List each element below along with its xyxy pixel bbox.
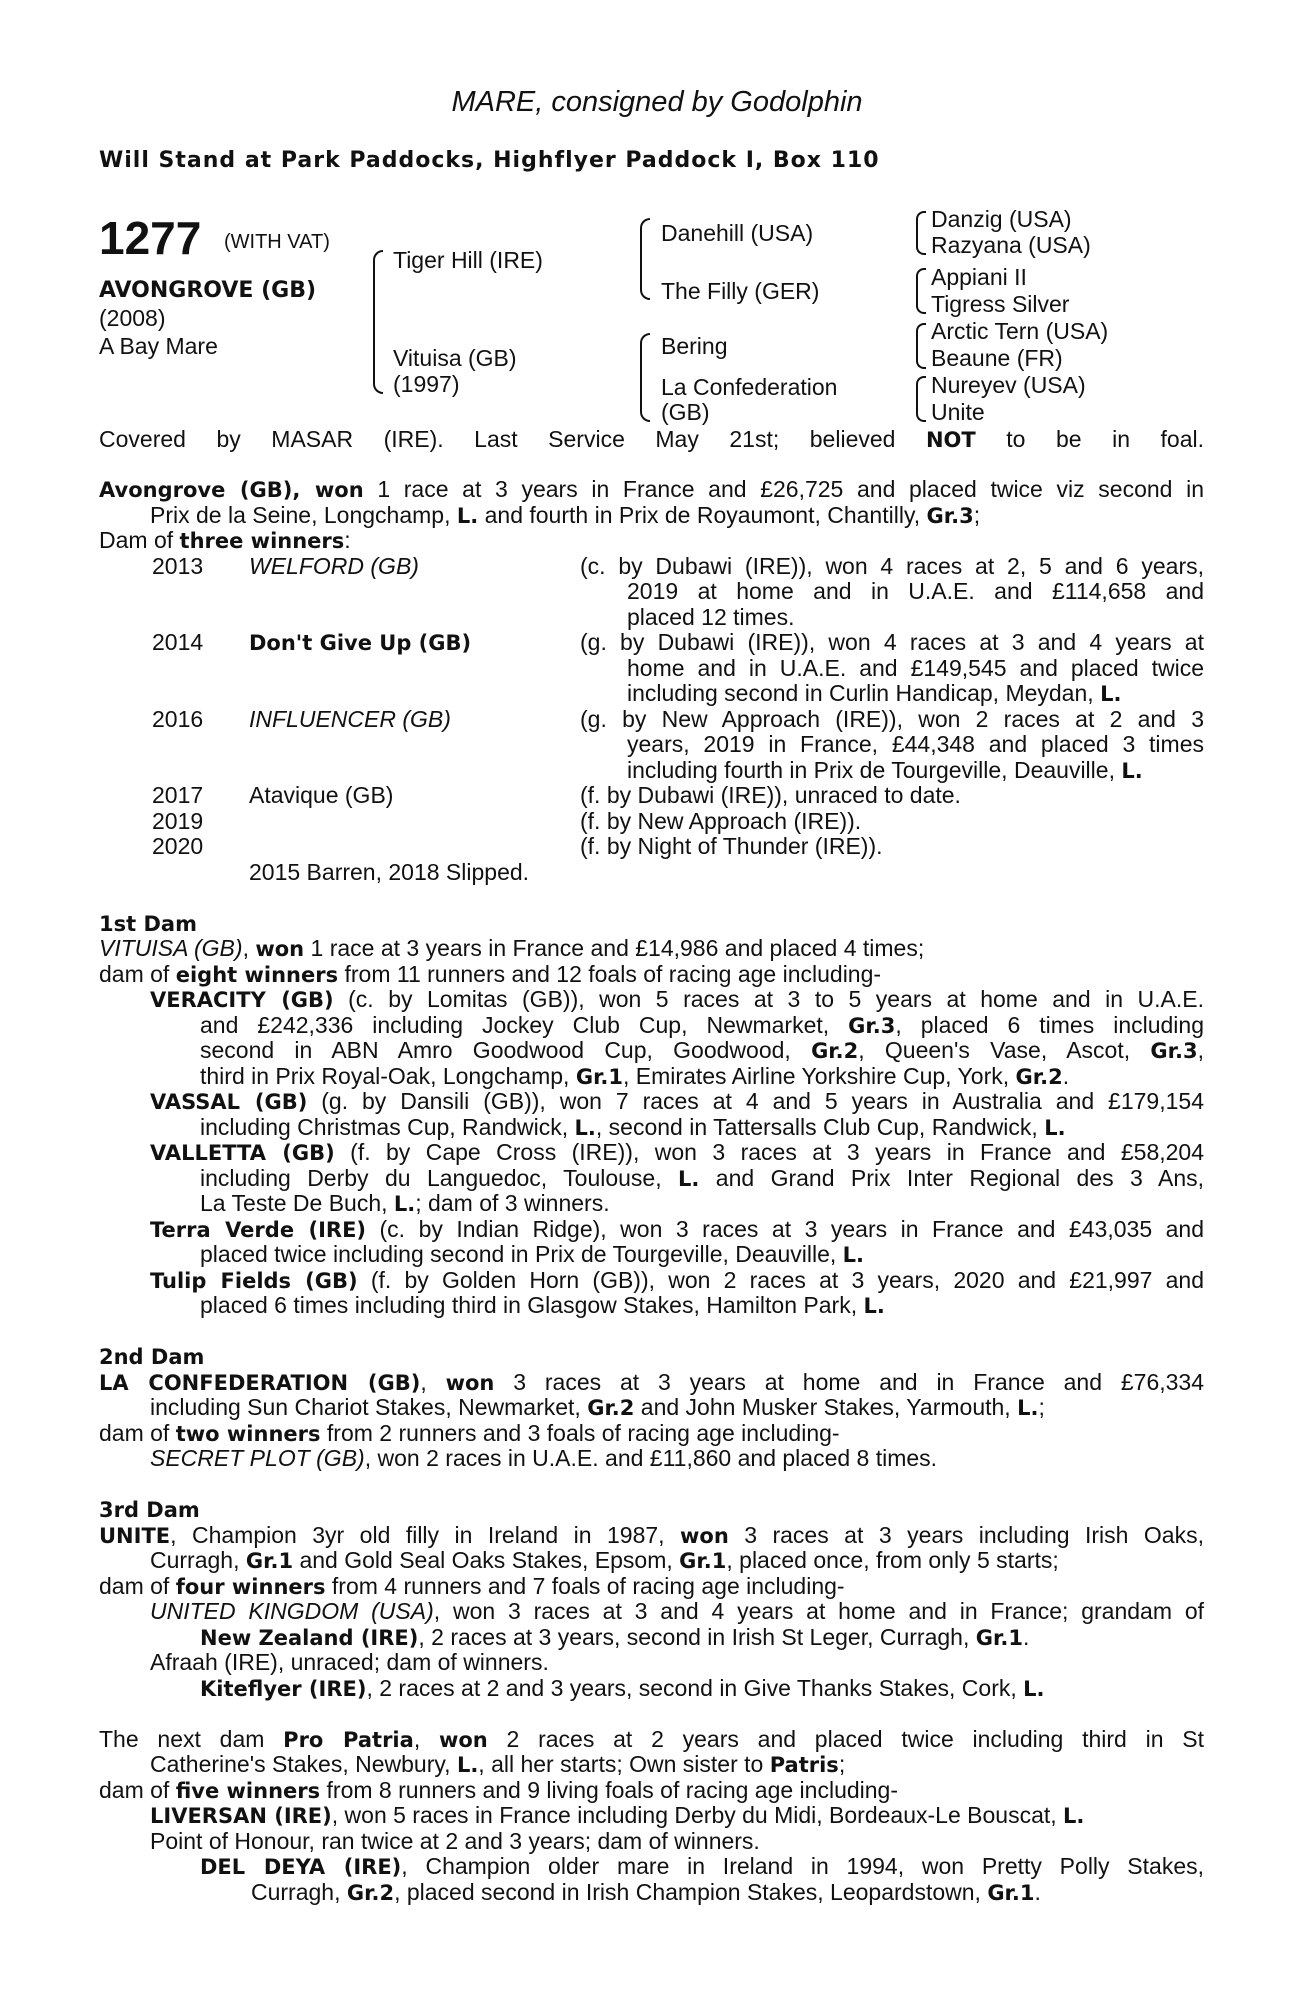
- text-line: [99, 1013, 1204, 1039]
- text-run: Patris: [769, 1753, 839, 1777]
- text-run: DEL DEYA (IRE): [200, 1855, 402, 1879]
- text-run: (f. by Cape Cross (IRE)), won 3 races at 3 years in France and £58,204: [334, 1139, 1204, 1165]
- text-run: won: [445, 1370, 495, 1395]
- text-run: UNITED KINGDOM (USA): [150, 1598, 434, 1624]
- text-run: (g. by Dansili (GB)), won 7 races at 4 and 5 years in Australia and £179,154: [307, 1088, 1204, 1114]
- text-line: [99, 1880, 1204, 1906]
- text-run: LIVERSAN (IRE): [150, 1804, 332, 1828]
- text-line: [99, 528, 1204, 554]
- text-run: L.: [1017, 1396, 1039, 1420]
- text-run: L.: [1044, 1115, 1066, 1140]
- text-line: [99, 1293, 1204, 1319]
- dam-dam-country: (GB): [661, 399, 710, 425]
- text-run: 1 race at 3 years in France and £26,725 and placed twice viz second in: [363, 476, 1204, 502]
- pedigree-brace: [916, 376, 926, 422]
- progeny-details: [627, 656, 1204, 682]
- paragraph: [99, 1140, 1204, 1217]
- progeny-year: 2013: [152, 552, 204, 579]
- text-run: SECRET PLOT (GB): [150, 1445, 365, 1471]
- progeny-name: [249, 783, 393, 809]
- text-run: and Gold Seal Oaks Stakes, Epsom,: [293, 1547, 680, 1573]
- text-run: .: [1034, 1878, 1041, 1905]
- text-run: and John Musker Stakes, Yarmouth,: [634, 1394, 1018, 1420]
- text-run: Curragh,: [150, 1547, 246, 1573]
- paragraph: [99, 1803, 1204, 1829]
- catalogue-body: [99, 477, 1204, 1905]
- covering-text: Covered by MASAR (IRE). Last Service May 21st; believed: [99, 426, 926, 452]
- progeny-details: [627, 681, 1204, 708]
- paragraph: [99, 1344, 1204, 1370]
- text-run: Kiteflyer (IRE): [200, 1676, 367, 1701]
- paragraph: [99, 528, 1204, 554]
- progeny-details: [627, 758, 1204, 785]
- dam-sire: Bering: [661, 333, 728, 359]
- dam: Vituisa (GB): [393, 345, 517, 371]
- foaling-year: (2008): [99, 305, 166, 331]
- spacer: [99, 1701, 1204, 1727]
- text-run: L.: [393, 1192, 416, 1216]
- text-line: [99, 987, 1204, 1013]
- dam-year: (1997): [393, 371, 460, 397]
- spacer: [99, 1319, 1204, 1345]
- text-run: L.: [1100, 682, 1122, 706]
- text-run: ,: [1197, 1037, 1204, 1063]
- progeny-details: [627, 732, 1204, 758]
- progeny-row: [99, 605, 1204, 631]
- text-run: and £242,336 including Jockey Club Cup, Newmarket,: [200, 1011, 849, 1038]
- text-run: (c. by Indian Ridge), won 3 races at 3 years in France and £43,035 and: [366, 1215, 1204, 1242]
- paragraph: [99, 1574, 1204, 1600]
- progeny-list: [99, 554, 1204, 886]
- paragraph: [99, 987, 1204, 1089]
- page-title: MARE, consigned by Godolphin: [451, 86, 863, 118]
- text-line: [99, 503, 1204, 529]
- text-line: [99, 1599, 1204, 1625]
- text-line: [99, 1140, 1204, 1166]
- text-run: Gr.2: [587, 1396, 635, 1420]
- sire-dam: The Filly (GER): [661, 278, 820, 304]
- text-run: Gr.2: [1015, 1064, 1063, 1089]
- progeny-name: [249, 554, 419, 580]
- text-run: ,: [420, 1368, 446, 1395]
- progeny-details: [580, 809, 1204, 835]
- text-run: dam of: [99, 1572, 176, 1599]
- progeny-row: [99, 758, 1204, 784]
- paragraph: [99, 1268, 1204, 1319]
- text-line: [99, 936, 1204, 962]
- text-run: (c. by Dubawi (IRE)), won 4 races at 2, 5 and 6 years,: [580, 552, 1204, 579]
- text-run: third in Prix Royal-Oak, Longchamp,: [200, 1062, 576, 1089]
- text-run: 2nd Dam: [99, 1345, 205, 1369]
- progeny-details: [627, 605, 1204, 631]
- text-run: 2019 at home and in U.A.E. and £114,658 and: [627, 578, 1204, 604]
- text-run: Gr.1: [575, 1064, 624, 1089]
- progeny-row: [99, 834, 1204, 860]
- progeny-row: [99, 579, 1204, 605]
- text-run: , won 5 races in France including Derby du Midi, Bordeaux-Le Bouscat,: [331, 1802, 1064, 1828]
- progeny-row: [99, 809, 1204, 835]
- dam-dam: La Confederation: [661, 374, 838, 400]
- progeny-row: [99, 681, 1204, 707]
- lot-number: 1277: [99, 212, 202, 264]
- text-run: from 11 runners and 12 foals of racing age including-: [338, 960, 882, 987]
- ggp-5: Arctic Tern (USA): [931, 318, 1109, 344]
- text-run: INFLUENCER (GB): [249, 705, 451, 732]
- text-line: [99, 1370, 1204, 1396]
- text-line: [99, 1752, 1204, 1778]
- text-run: including Christmas Cup, Randwick,: [200, 1113, 575, 1140]
- text-run: , 2 races at 2 and 3 years, second in Give Thanks Stakes, Cork,: [366, 1674, 1024, 1701]
- text-run: ; dam of 3 winners.: [415, 1190, 610, 1216]
- covering-note: [99, 428, 1204, 451]
- text-run: including fourth in Prix de Tourgeville, Deauville,: [627, 756, 1122, 783]
- text-line: [99, 1778, 1204, 1804]
- text-run: (f. by Golden Horn (GB)), won 2 races at 3 years, 2020 and £21,997 and: [357, 1266, 1204, 1293]
- text-run: , Champion older mare in Ireland in 1994, won Pretty Polly Stakes,: [401, 1853, 1205, 1879]
- text-run: , Emirates Airline Yorkshire Cup, York,: [623, 1062, 1016, 1089]
- text-run: L.: [1063, 1804, 1085, 1828]
- ggp-4: Tigress Silver: [931, 291, 1070, 317]
- stand-location: Will Stand at Park Paddocks, Highflyer Paddock I, Box 110: [99, 148, 880, 173]
- horse-name: AVONGROVE (GB): [99, 278, 317, 303]
- text-run: from 2 runners and 3 foals of racing age including-: [320, 1419, 840, 1446]
- text-line: [99, 1344, 1204, 1370]
- text-run: Curragh,: [251, 1878, 347, 1905]
- progeny-note: 2015 Barren, 2018 Slipped.: [249, 858, 530, 885]
- pedigree-brace: [916, 268, 926, 314]
- text-run: VALLETTA (GB): [150, 1141, 335, 1165]
- text-line: [99, 1038, 1204, 1064]
- pedigree-brace: [640, 218, 650, 300]
- text-run: , Champion 3yr old filly in Ireland in 1987,: [170, 1521, 680, 1548]
- text-run: including Derby du Languedoc, Toulouse,: [200, 1164, 679, 1191]
- progeny-year: 2019: [152, 807, 204, 834]
- paragraph: [99, 1421, 1204, 1447]
- text-run: dam of: [99, 960, 176, 987]
- text-line: [99, 1854, 1204, 1880]
- text-run: (g. by Dubawi (IRE)), won 4 races at 3 and 4 years at: [580, 629, 1204, 655]
- text-run: Gr.1: [245, 1549, 294, 1573]
- paragraph: [99, 1854, 1204, 1905]
- text-run: home and in U.A.E. and £149,545 and placed twice: [627, 654, 1204, 681]
- text-run: , 2 races at 3 years, second in Irish St Leger, Curragh,: [418, 1623, 976, 1650]
- text-line: [99, 1574, 1204, 1600]
- horse-description: A Bay Mare: [99, 333, 218, 359]
- paragraph: [99, 1650, 1204, 1676]
- ggp-2: Razyana (USA): [931, 232, 1091, 258]
- paragraph: [99, 1829, 1204, 1855]
- text-run: (f. by Night of Thunder (IRE)).: [580, 833, 883, 859]
- text-run: , placed second in Irish Champion Stakes, Leopardstown,: [394, 1878, 988, 1905]
- text-run: 3 races at 3 years at home and in France and £76,334: [494, 1368, 1205, 1395]
- text-run: ,: [242, 935, 256, 961]
- progeny-row: [99, 707, 1204, 733]
- text-line: [99, 1497, 1204, 1523]
- paragraph: [99, 1727, 1204, 1778]
- text-line: [99, 1217, 1204, 1243]
- text-run: L.: [574, 1115, 596, 1140]
- paragraph: [99, 1497, 1204, 1523]
- text-run: including second in Curlin Handicap, Meydan,: [627, 680, 1101, 706]
- vat-note: (WITH VAT): [224, 231, 330, 253]
- paragraph: [99, 936, 1204, 962]
- ggp-1: Danzig (USA): [931, 206, 1072, 232]
- progeny-details: [580, 630, 1204, 656]
- text-run: Don't Give Up (GB): [249, 631, 472, 655]
- progeny-details: [580, 554, 1204, 580]
- ggp-8: Unite: [931, 399, 985, 425]
- paragraph: [99, 1370, 1204, 1421]
- text-run: Atavique (GB): [249, 782, 394, 808]
- progeny-row: [99, 783, 1204, 809]
- text-run: from 8 runners and 9 living foals of racing age including-: [320, 1776, 898, 1803]
- paragraph: [99, 1599, 1204, 1650]
- progeny-row: [99, 732, 1204, 758]
- paragraph: [99, 1778, 1204, 1804]
- text-run: L.: [863, 1294, 885, 1318]
- text-run: , won 2 races in U.A.E. and £11,860 and placed 8 times.: [364, 1445, 938, 1471]
- text-run: VITUISA (GB): [99, 935, 243, 961]
- text-line: [99, 1803, 1204, 1829]
- text-run: including Sun Chariot Stakes, Newmarket,: [150, 1394, 588, 1420]
- progeny-year: 2016: [152, 705, 204, 732]
- paragraph: [99, 1089, 1204, 1140]
- text-line: [99, 1242, 1204, 1268]
- text-run: Gr.1: [987, 1880, 1035, 1905]
- text-run: 1 race at 3 years in France and £14,986 and placed 4 times;: [304, 935, 925, 961]
- progeny-details: [580, 834, 1204, 860]
- progeny-year: 2017: [152, 782, 204, 808]
- text-run: Gr.1: [679, 1549, 727, 1573]
- text-run: (f. by Dubawi (IRE)), unraced to date.: [580, 782, 961, 808]
- text-line: [99, 1727, 1204, 1753]
- text-run: two winners: [175, 1421, 321, 1446]
- text-run: ,: [413, 1725, 439, 1752]
- paragraph: [99, 962, 1204, 988]
- text-run: , second in Tattersalls Club Cup, Randwick,: [595, 1113, 1045, 1140]
- text-run: UNITE: [99, 1523, 171, 1548]
- text-run: three winners: [179, 529, 345, 553]
- text-line: [99, 1191, 1204, 1217]
- text-run: (f. by New Approach (IRE)).: [580, 807, 862, 834]
- text-run: L.: [456, 503, 479, 528]
- text-run: placed 6 times including third in Glasgow Stakes, Hamilton Park,: [200, 1292, 864, 1318]
- text-line: [99, 1523, 1204, 1549]
- progeny-name: [249, 707, 451, 733]
- text-run: and fourth in Prix de Royaumont, Chantilly,: [478, 501, 927, 528]
- text-line: [99, 1166, 1204, 1192]
- text-line: [99, 1829, 1204, 1855]
- text-run: Gr.2: [346, 1880, 395, 1905]
- progeny-details: [627, 579, 1204, 605]
- text-run: , placed 6 times including: [895, 1011, 1204, 1038]
- paragraph: [99, 1523, 1204, 1574]
- paragraph: [99, 477, 1204, 528]
- text-run: LA CONFEDERATION (GB): [99, 1370, 421, 1395]
- text-run: eight winners: [175, 962, 339, 987]
- text-run: , Queen's Vase, Ascot,: [858, 1037, 1151, 1063]
- text-run: New Zealand (IRE): [200, 1625, 419, 1650]
- text-line: [99, 1115, 1204, 1141]
- text-run: Gr.3: [848, 1013, 896, 1038]
- paragraph: [99, 1446, 1204, 1472]
- text-run: Pro Patria: [283, 1727, 414, 1752]
- text-run: won: [255, 937, 305, 961]
- text-run: .: [1022, 1623, 1030, 1650]
- progeny-year: 2014: [152, 629, 204, 655]
- progeny-row: [99, 656, 1204, 682]
- pedigree-brace: [916, 211, 926, 255]
- pedigree-brace: [916, 323, 926, 369]
- ggp-3: Appiani II: [931, 264, 1027, 290]
- text-run: years, 2019 in France, £44,348 and placed 3 times: [627, 731, 1204, 757]
- paragraph: [99, 1217, 1204, 1268]
- text-line: [99, 1089, 1204, 1115]
- text-run: WELFORD (GB): [249, 552, 419, 579]
- text-run: ;: [973, 501, 981, 528]
- text-line: [99, 1395, 1204, 1421]
- text-run: Avongrove (GB), won: [99, 478, 364, 502]
- covering-text-end: to be in foal.: [975, 426, 1204, 452]
- text-run: Gr.3: [926, 503, 974, 528]
- progeny-name: [249, 630, 471, 657]
- text-run: L.: [1023, 1676, 1045, 1701]
- text-run: L.: [842, 1243, 865, 1267]
- text-line: [99, 1676, 1204, 1702]
- text-run: placed 12 times.: [627, 603, 795, 630]
- spacer: [99, 885, 1204, 911]
- paragraph: [99, 1676, 1204, 1702]
- text-run: Gr.3: [1150, 1039, 1198, 1063]
- text-run: ;: [1038, 1394, 1045, 1420]
- text-line: [99, 1446, 1204, 1472]
- text-run: , won 3 races at 3 and 4 years at home and in France; grandam of: [433, 1598, 1205, 1624]
- text-run: second in ABN Amro Goodwood Cup, Goodwood,: [200, 1037, 812, 1063]
- text-run: dam of: [99, 1776, 176, 1803]
- text-run: five winners: [175, 1778, 321, 1803]
- text-run: 2 races at 2 years and placed twice including third in St: [487, 1725, 1204, 1752]
- progeny-details: [580, 783, 1204, 809]
- text-run: .: [1062, 1062, 1070, 1089]
- progeny-row: [99, 630, 1204, 656]
- text-run: placed twice including second in Prix de Tourgeville, Deauville,: [200, 1241, 843, 1267]
- covering-not: NOT: [925, 428, 976, 452]
- text-run: Terra Verde (IRE): [150, 1217, 367, 1242]
- progeny-row: [99, 554, 1204, 580]
- text-run: Gr.1: [975, 1625, 1023, 1650]
- text-line: [99, 911, 1204, 937]
- text-run: (c. by Lomitas (GB)), won 5 races at 3 to 5 years at home and in U.A.E.: [333, 986, 1204, 1012]
- sire: Tiger Hill (IRE): [393, 247, 543, 273]
- text-run: Gr.2: [811, 1039, 859, 1063]
- sire-sire: Danehill (USA): [661, 220, 814, 246]
- text-run: VASSAL (GB): [150, 1090, 308, 1114]
- text-run: VERACITY (GB): [150, 988, 334, 1012]
- text-run: 3 races at 3 years including Irish Oaks,: [728, 1521, 1204, 1548]
- text-run: Tulip Fields (GB): [150, 1268, 358, 1293]
- progeny-year: 2020: [152, 833, 204, 859]
- text-line: [99, 1421, 1204, 1447]
- text-run: La Teste De Buch,: [200, 1190, 394, 1216]
- text-run: dam of: [99, 1419, 176, 1446]
- text-line: [99, 1064, 1204, 1090]
- text-run: L.: [678, 1166, 700, 1191]
- text-run: L.: [456, 1753, 479, 1777]
- text-run: Catherine's Stakes, Newbury,: [150, 1751, 457, 1777]
- ggp-6: Beaune (FR): [931, 345, 1063, 371]
- text-run: L.: [1121, 758, 1143, 783]
- text-line: [99, 477, 1204, 503]
- text-run: , all her starts; Own sister to: [478, 1751, 770, 1777]
- text-run: Dam of: [99, 527, 180, 553]
- text-run: Prix de la Seine, Longchamp,: [150, 501, 457, 528]
- text-line: [99, 1650, 1204, 1676]
- text-line: [99, 1268, 1204, 1294]
- text-run: won: [680, 1523, 729, 1548]
- text-run: and Grand Prix Inter Regional des 3 Ans,: [699, 1164, 1205, 1191]
- text-run: (g. by New Approach (IRE)), won 2 races at 2 and 3: [580, 705, 1204, 732]
- pedigree-brace: [640, 333, 650, 422]
- text-run: from 4 runners and 7 foals of racing age including-: [325, 1572, 845, 1599]
- text-run: The next dam: [99, 1725, 284, 1752]
- progeny-details: [580, 707, 1204, 733]
- text-run: , placed once, from only 5 starts;: [726, 1547, 1059, 1573]
- spacer: [99, 1472, 1204, 1498]
- ggp-7: Nureyev (USA): [931, 372, 1086, 398]
- text-line: [99, 1548, 1204, 1574]
- paragraph: [99, 911, 1204, 937]
- text-line: [99, 962, 1204, 988]
- text-run: Afraah (IRE), unraced; dam of winners.: [150, 1649, 549, 1675]
- pedigree-brace: [373, 250, 383, 394]
- text-run: 3rd Dam: [99, 1498, 200, 1522]
- text-run: won: [438, 1727, 488, 1752]
- text-run: :: [344, 527, 351, 553]
- text-run: Point of Honour, ran twice at 2 and 3 years; dam of winners.: [150, 1827, 760, 1854]
- text-run: ;: [838, 1751, 846, 1777]
- text-line: [99, 1625, 1204, 1651]
- text-run: 1st Dam: [99, 911, 197, 936]
- text-run: four winners: [175, 1574, 326, 1599]
